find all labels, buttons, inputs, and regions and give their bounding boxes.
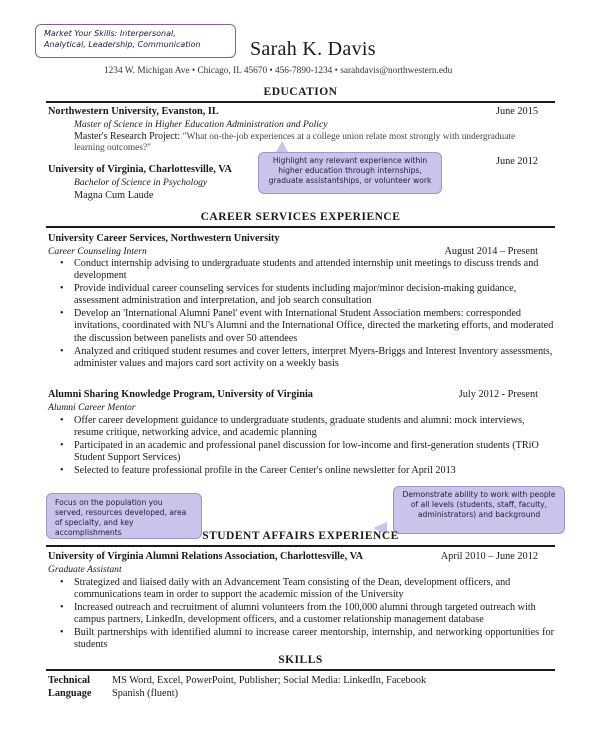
bullet-icon: • [60,258,64,269]
job1-bullet-1: Conduct internship advising to undergraduate students and attended internship unit meetings to discuss trends and development [74,258,539,282]
technical-label: Technical [48,675,90,686]
bullet-icon: • [60,440,64,451]
student-affairs-heading: STUDENT AFFAIRS EXPERIENCE [202,530,399,542]
sa-date: April 2010 – June 2012 [440,551,538,562]
job2-bullet-1: Offer career development guidance to undergraduate students, graduate students and alumni: mock interviews, resume critique, networking advice, and academic planning [74,415,525,439]
bullet-icon: • [60,283,64,294]
job1-date: August 2014 – Present [444,246,538,257]
job2-bullet-2: Participated in an academic and professional panel discussion for low-income and first-generation students (TRiO Student Support Services) [74,440,539,464]
language-value: Spanish (fluent) [112,688,179,699]
job2-title: Alumni Career Mentor [48,402,136,413]
job1-title: Career Counseling Intern [48,246,147,257]
callout-line-1: Market Your Skills: Interpersonal, [44,29,176,38]
focus-text: Focus on the population you served, resources developed, area of specialty, and key accomplishments [55,498,187,537]
contact-line: 1234 W. Michigan Ave • Chicago, IL 45670 • 456-7890-1234 • sarahdavis@northwestern.edu [104,66,453,76]
bullet-icon: • [60,415,64,426]
education-rule [46,101,555,103]
nu-project-title-2: learning outcomes?" [74,143,151,153]
sa-title: Graduate Assistant [48,564,122,575]
career-heading: CAREER SERVICES EXPERIENCE [200,211,401,223]
demonstrate-callout [393,486,565,534]
bullet-icon: • [60,465,64,476]
market-skills-callout [35,24,236,58]
sa-org: University of Virginia Alumni Relations Association, Charlottesville, VA [48,551,364,562]
nu-degree: Master of Science in Higher Education Administration and Policy [74,119,328,130]
uva-school: University of Virginia, Charlottesville, VA [48,164,232,175]
bullet-icon: • [60,308,64,319]
highlight-callout [258,152,442,194]
job1-bullet-2: Provide individual career counseling services for students including major/minor decision-making guidance, assessment administration and interpretation, and job search consultation [74,283,517,307]
bullet-icon: • [60,602,64,613]
sa-bullet-2: Increased outreach and recruitment of alumni volunteers from the 100,000 alumni through targeted outreach with campus partners, LinkedIn, development officers, and a customer relationship management database [74,602,536,626]
bullet-icon: • [60,346,64,357]
bullet-icon: • [60,627,64,638]
nu-date: June 2015 [495,106,538,117]
highlight-text: Highlight any relevant experience within higher education through internships, graduate assistantships, or volunteer work [268,156,432,185]
language-label: Language [48,688,92,699]
skills-rule [46,669,555,671]
job2-bullet-3: Selected to feature professional profile in the Career Center's online newsletter for April 2013 [74,465,456,476]
education-heading: EDUCATION [263,86,338,98]
uva-date: June 2012 [495,156,538,167]
bullet-icon: • [60,577,64,588]
nu-project [74,131,515,142]
job1-org: University Career Services, Northwestern University [48,233,280,244]
skills-heading: SKILLS [278,654,323,666]
focus-callout-tail [188,518,200,530]
candidate-name: Sarah K. Davis [250,38,376,60]
student-affairs-rule [46,545,555,547]
career-rule [46,226,555,228]
sa-bullet-3: Built partnerships with identified alumni to increase career mentorship, internship, and networking opportunities for students [74,627,554,651]
uva-honors: Magna Cum Laude [74,190,154,201]
uva-degree: Bachelor of Science in Psychology [74,177,208,188]
highlight-callout-tail [276,141,288,152]
nu-project-label: Master's Research Project: [74,131,181,142]
sa-bullet-1: Strategized and liaised daily with an Advancement Team consisting of the Dean, development officers, and communications team in order to support the academic mission of the University [74,577,511,601]
technical-value: MS Word, Excel, PowerPoint, Publisher; Social Media: LinkedIn, Facebook [112,675,427,686]
callout-line-2: Analytical, Leadership, Communication [44,40,201,49]
job2-date: July 2012 - Present [458,389,538,400]
job1-bullet-3: Develop an 'International Alumni Panel' event with International Student Association members: corresponded invitations, coordinated with NU's Alumni and the International Office, directed the marketing efforts, and moderated the discussion between panelists and over 50 attendees [74,308,554,344]
demonstrate-text: Demonstrate ability to work with people of all levels (students, staff, faculty, administrators) and background [402,490,556,519]
nu-school: Northwestern University, Evanston, IL [48,106,219,117]
job1-bullet-4: Analyzed and critiqued student resumes and cover letters, interpret Myers-Briggs and Interest Inventory assessments, administer values and majors card sort activity on a weekly basis [74,346,553,370]
nu-project-title-1: "What on-the-job experiences at a college union relate most strongly with undergraduate [182,132,516,142]
job2-org: Alumni Sharing Knowledge Program, University of Virginia [48,389,313,400]
